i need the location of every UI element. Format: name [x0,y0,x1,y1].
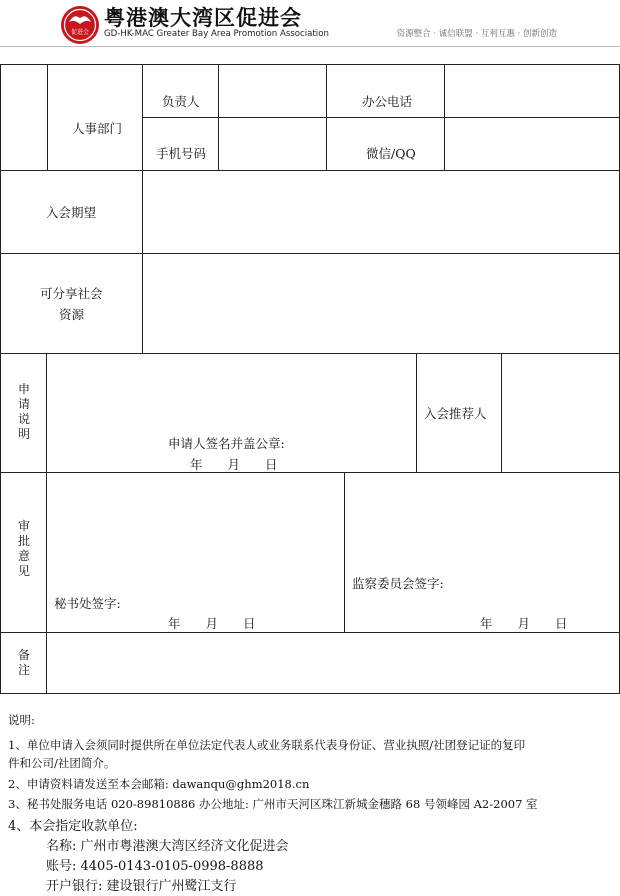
mobile-label: 手机号码 [156,146,207,161]
grid-line [218,64,219,170]
expectation-label: 入会期望 [46,205,97,220]
grid-line [501,353,502,472]
grid-line [142,117,620,118]
header-divider [0,46,620,47]
hr-department-label: 人事部门 [72,121,123,136]
slogan: 资源整合 · 诚信联盟 · 互利互惠 · 创新创造 [396,29,557,39]
page-header [0,0,620,52]
note-item-2: 2、申请资料请发送至本会邮箱: dawanqu@ghm2018.cn [8,777,310,791]
association-logo [60,5,100,45]
supervisory-signature-label: 监察委员会签字: [352,576,444,591]
grid-line [0,170,620,171]
notes-title: 说明: [8,713,35,727]
grid-line [0,632,620,633]
org-name-english: GD-HK-MAC Greater Bay Area Promotion Association [104,29,329,39]
org-name: 粤港澳大湾区促进会 [104,6,302,30]
grid-line [46,353,47,694]
note-item-1: 1、单位申请入会须同时提供所在单位法定代表人或业务联系代表身份证、营业执照/社团登记证的复印 [8,738,526,752]
grid-line [326,64,327,170]
wechat-qq-label: 微信/QQ [366,146,416,161]
grid-line [47,64,48,170]
applicant-signature-label: 申请人签名并盖公章: [168,436,285,451]
grid-line [416,353,417,472]
resources-label-line2: 资源 [59,307,85,322]
grid-line [142,64,143,353]
grid-line [0,693,620,694]
secretariat-signature-label: 秘书处签字: [54,596,121,611]
grid-line [0,353,620,354]
application-form-table [0,64,620,694]
grid-line [0,472,620,473]
grid-line [0,64,620,65]
application-description-label: 申请说明 [17,382,30,441]
secretariat-date-label: 年 月 日 [168,616,256,631]
grid-line [344,472,345,632]
logo-text: 促进会 [70,29,90,36]
office-phone-label: 办公电话 [362,94,413,109]
grid-line [0,253,620,254]
note-item-1-continued: 件和公司/社团简介。 [8,756,116,770]
remarks-label: 备注 [17,648,30,677]
note-item-4: 4、本会指定收款单位: [8,819,138,834]
payee-bank: 开户银行: 建设银行广州鹭江支行 [46,879,237,894]
payee-name: 名称: 广州市粤港澳大湾区经济文化促进会 [46,839,289,854]
person-in-charge-label: 负责人 [162,94,200,109]
resources-label-line1: 可分享社会 [40,286,103,301]
referrer-label: 入会推荐人 [424,406,487,421]
payee-account: 账号: 4405-0143-0105-0998-8888 [46,859,264,874]
grid-line [444,64,445,170]
note-item-3: 3、秘书处服务电话 020-89810886 办公地址: 广州市天河区珠江新城金穗路 68 号领峰园 A2-2007 室 [8,797,538,811]
grid-line [0,64,1,694]
approval-opinion-label: 审批意见 [17,519,30,578]
supervisory-date-label: 年 月 日 [480,616,568,631]
applicant-date-label: 年 月 日 [190,457,278,472]
